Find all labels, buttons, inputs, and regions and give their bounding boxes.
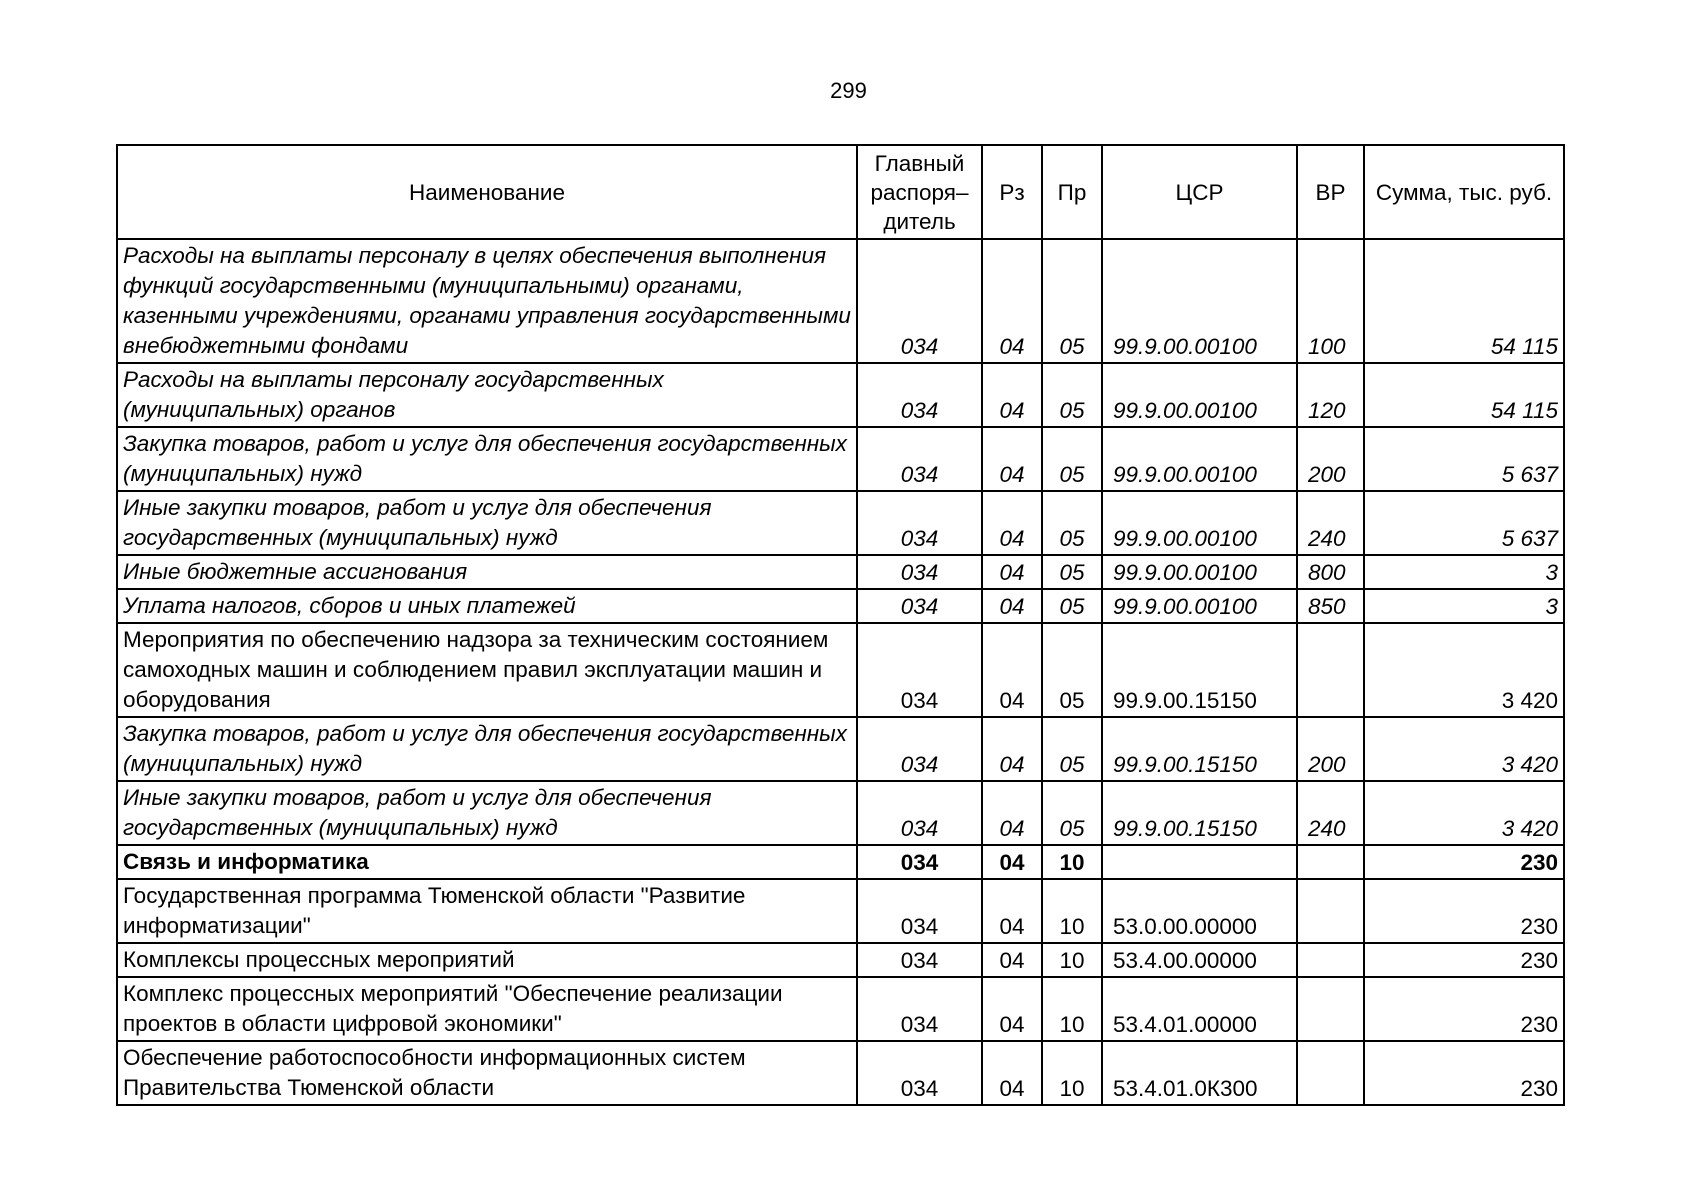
row-sum: 230 [1364, 977, 1564, 1041]
page-number: 299 [830, 78, 867, 103]
row-sum: 3 [1364, 589, 1564, 623]
row-sum: 3 [1364, 555, 1564, 589]
row-sum: 54 115 [1364, 239, 1564, 363]
row-manager: 034 [857, 589, 982, 623]
table-row [117, 427, 1564, 491]
row-csr: 99.9.00.00100 [1102, 589, 1297, 623]
row-pr: 05 [1042, 555, 1102, 589]
row-csr: 99.9.00.00100 [1102, 555, 1297, 589]
row-rz: 04 [982, 977, 1042, 1041]
row-pr: 05 [1042, 239, 1102, 363]
table-row [117, 977, 1564, 1041]
row-rz: 04 [982, 363, 1042, 427]
header-name: Наименование [117, 145, 857, 239]
row-vr: 800 [1297, 555, 1364, 589]
table-body [117, 239, 1564, 1105]
row-vr: 240 [1297, 781, 1364, 845]
row-sum: 54 115 [1364, 363, 1564, 427]
row-sum: 230 [1364, 845, 1564, 879]
row-csr: 99.9.00.00100 [1102, 491, 1297, 555]
row-pr: 05 [1042, 781, 1102, 845]
header-vr: ВР [1297, 145, 1364, 239]
row-vr [1297, 943, 1364, 977]
row-vr [1297, 1041, 1364, 1105]
row-pr: 05 [1042, 491, 1102, 555]
row-sum: 3 420 [1364, 781, 1564, 845]
row-csr: 53.4.01.0К300 [1102, 1041, 1297, 1105]
row-csr: 99.9.00.00100 [1102, 363, 1297, 427]
header-rz: Рз [982, 145, 1042, 239]
row-vr: 240 [1297, 491, 1364, 555]
table-row [117, 363, 1564, 427]
row-name: Комплексы процессных мероприятий [117, 943, 857, 977]
row-name: Расходы на выплаты персоналу государственных (муниципальных) органов [117, 363, 857, 427]
row-vr [1297, 977, 1364, 1041]
row-sum: 3 420 [1364, 623, 1564, 717]
row-vr [1297, 623, 1364, 717]
row-rz: 04 [982, 1041, 1042, 1105]
table-row [117, 555, 1564, 589]
row-name: Связь и информатика [117, 845, 857, 879]
row-rz: 04 [982, 623, 1042, 717]
header-pr: Пр [1042, 145, 1102, 239]
row-csr: 99.9.00.00100 [1102, 239, 1297, 363]
row-manager: 034 [857, 1041, 982, 1105]
row-vr: 120 [1297, 363, 1364, 427]
row-manager: 034 [857, 623, 982, 717]
row-sum: 3 420 [1364, 717, 1564, 781]
row-manager: 034 [857, 879, 982, 943]
row-name: Уплата налогов, сборов и иных платежей [117, 589, 857, 623]
row-csr: 53.0.00.00000 [1102, 879, 1297, 943]
row-rz: 04 [982, 239, 1042, 363]
row-csr: 99.9.00.15150 [1102, 623, 1297, 717]
row-manager: 034 [857, 943, 982, 977]
row-pr: 05 [1042, 623, 1102, 717]
table-row [117, 781, 1564, 845]
row-name: Закупка товаров, работ и услуг для обеспечения государственных (муниципальных) нужд [117, 427, 857, 491]
row-name: Иные закупки товаров, работ и услуг для обеспечения государственных (муниципальных) нужд [117, 781, 857, 845]
row-sum: 230 [1364, 1041, 1564, 1105]
table-header-row [117, 145, 1564, 239]
row-rz: 04 [982, 943, 1042, 977]
row-name: Закупка товаров, работ и услуг для обеспечения государственных (муниципальных) нужд [117, 717, 857, 781]
row-name: Расходы на выплаты персоналу в целях обеспечения выполнения функций государственными (муниципальными) органами, казенными учреждениями, органами управления государственными внебюджетными фондами [117, 239, 857, 363]
row-rz: 04 [982, 427, 1042, 491]
row-name: Комплекс процессных мероприятий "Обеспечение реализации проектов в области цифровой экономики" [117, 977, 857, 1041]
row-vr: 200 [1297, 427, 1364, 491]
table-row [117, 717, 1564, 781]
row-vr: 100 [1297, 239, 1364, 363]
row-vr: 850 [1297, 589, 1364, 623]
row-manager: 034 [857, 363, 982, 427]
table-row [117, 491, 1564, 555]
header-csr: ЦСР [1102, 145, 1297, 239]
header-sum: Сумма, тыс. руб. [1364, 145, 1564, 239]
row-rz: 04 [982, 589, 1042, 623]
row-name: Иные бюджетные ассигнования [117, 555, 857, 589]
row-pr: 10 [1042, 879, 1102, 943]
row-rz: 04 [982, 717, 1042, 781]
row-rz: 04 [982, 491, 1042, 555]
row-pr: 10 [1042, 943, 1102, 977]
row-sum: 5 637 [1364, 427, 1564, 491]
row-rz: 04 [982, 781, 1042, 845]
row-vr [1297, 845, 1364, 879]
table-row [117, 623, 1564, 717]
row-pr: 10 [1042, 1041, 1102, 1105]
table-row [117, 879, 1564, 943]
budget-table [116, 144, 1565, 1106]
row-name: Мероприятия по обеспечению надзора за техническим состоянием самоходных машин и соблюдением правил эксплуатации машин и оборудования [117, 623, 857, 717]
row-pr: 05 [1042, 589, 1102, 623]
row-manager: 034 [857, 717, 982, 781]
row-sum: 5 637 [1364, 491, 1564, 555]
row-pr: 05 [1042, 363, 1102, 427]
row-csr: 99.9.00.00100 [1102, 427, 1297, 491]
row-manager: 034 [857, 845, 982, 879]
row-rz: 04 [982, 555, 1042, 589]
row-manager: 034 [857, 491, 982, 555]
row-name: Обеспечение работоспособности информационных систем Правительства Тюменской области [117, 1041, 857, 1105]
row-pr: 10 [1042, 845, 1102, 879]
row-vr: 200 [1297, 717, 1364, 781]
row-pr: 10 [1042, 977, 1102, 1041]
table-row [117, 845, 1564, 879]
row-manager: 034 [857, 427, 982, 491]
row-csr: 53.4.00.00000 [1102, 943, 1297, 977]
row-csr [1102, 845, 1297, 879]
row-manager: 034 [857, 555, 982, 589]
header-manager: Главный распоря– дитель [857, 145, 982, 239]
row-rz: 04 [982, 879, 1042, 943]
row-csr: 53.4.01.00000 [1102, 977, 1297, 1041]
row-pr: 05 [1042, 427, 1102, 491]
row-manager: 034 [857, 977, 982, 1041]
table-row [117, 239, 1564, 363]
row-manager: 034 [857, 781, 982, 845]
table-row [117, 589, 1564, 623]
table-row [117, 943, 1564, 977]
row-sum: 230 [1364, 879, 1564, 943]
row-csr: 99.9.00.15150 [1102, 717, 1297, 781]
row-name: Государственная программа Тюменской области "Развитие информатизации" [117, 879, 857, 943]
row-name: Иные закупки товаров, работ и услуг для обеспечения государственных (муниципальных) нужд [117, 491, 857, 555]
row-rz: 04 [982, 845, 1042, 879]
row-csr: 99.9.00.15150 [1102, 781, 1297, 845]
row-vr [1297, 879, 1364, 943]
table-row [117, 1041, 1564, 1105]
row-pr: 05 [1042, 717, 1102, 781]
row-sum: 230 [1364, 943, 1564, 977]
row-manager: 034 [857, 239, 982, 363]
